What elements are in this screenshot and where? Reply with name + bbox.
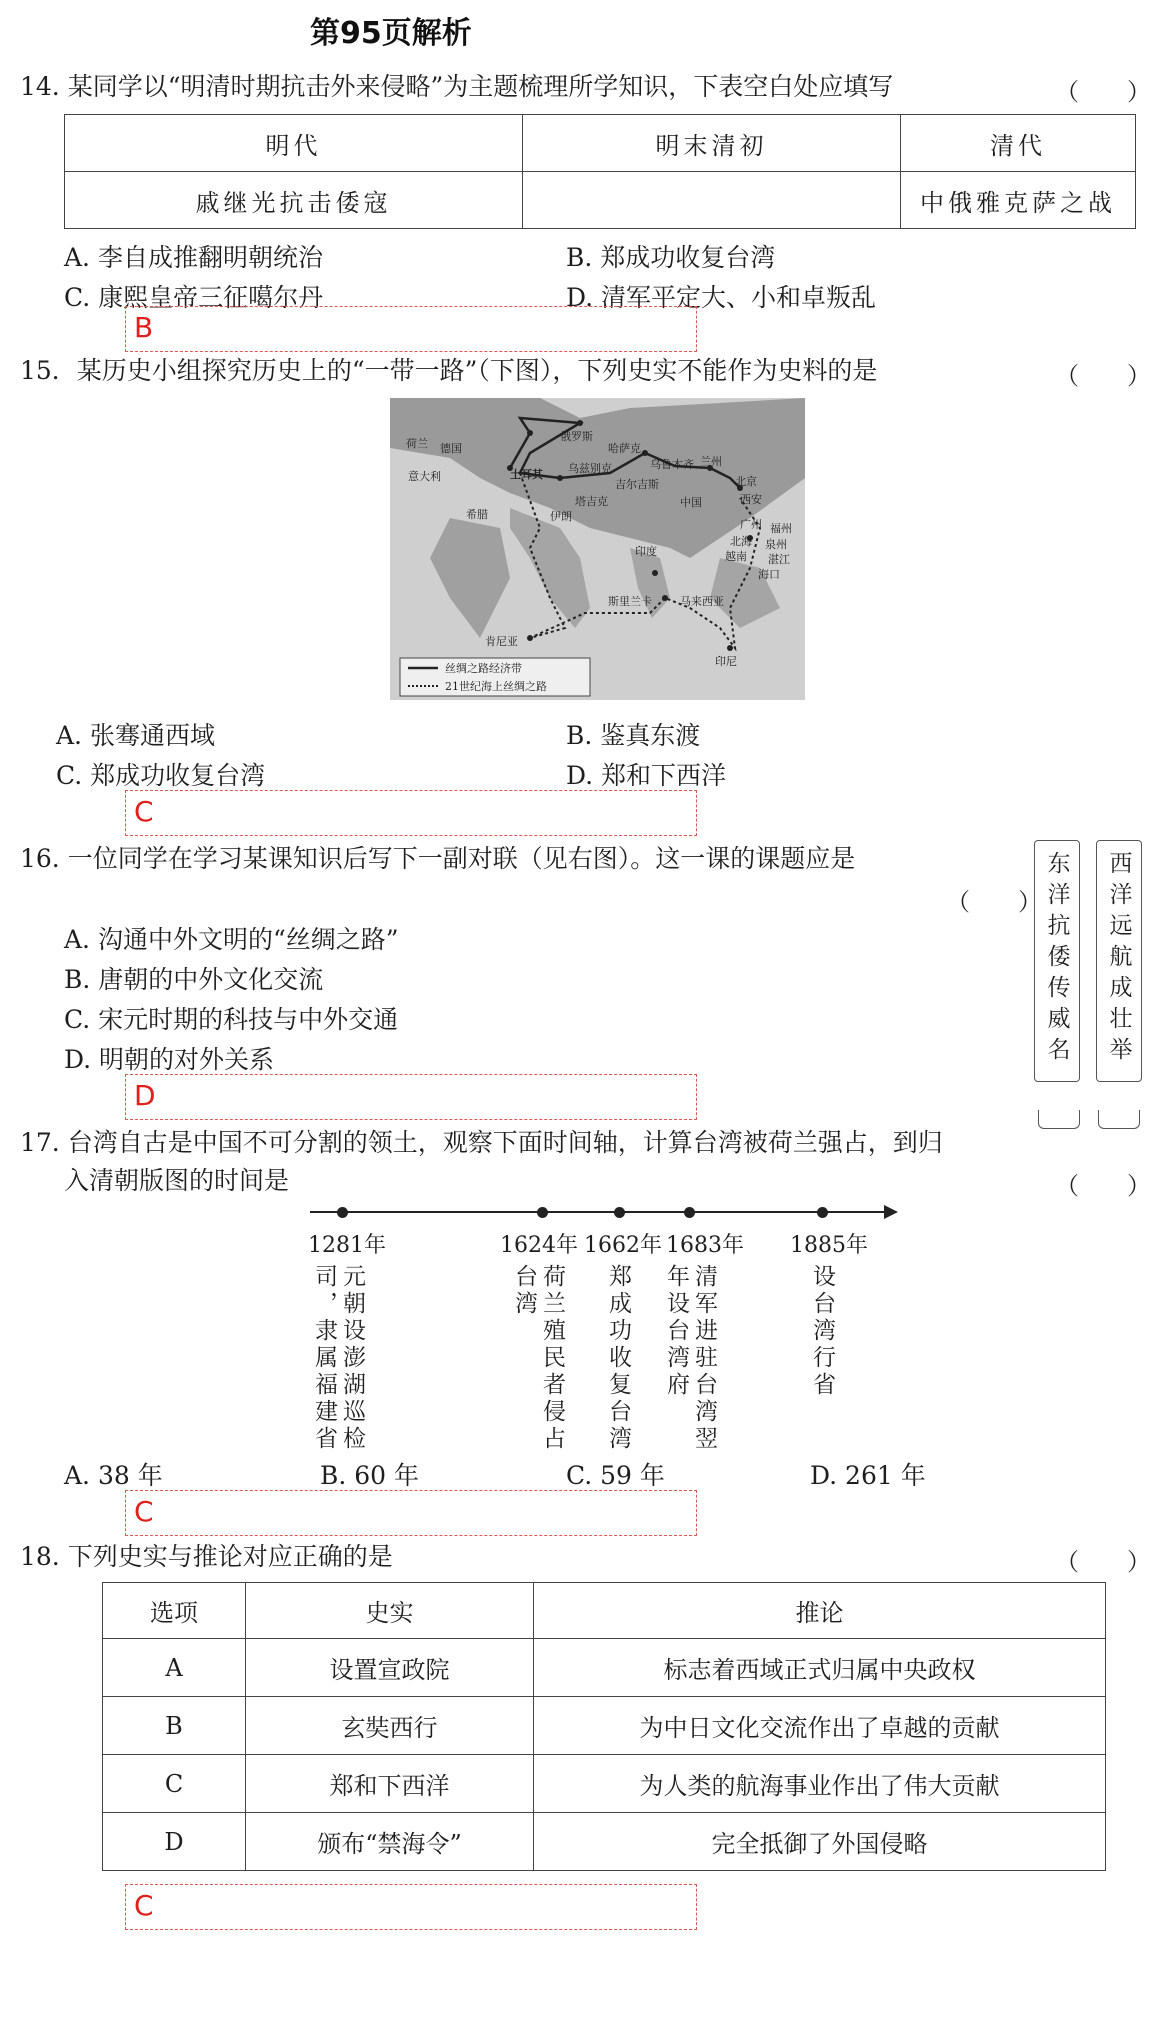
- q14-cell-3: 中俄雅克萨之战: [901, 172, 1136, 229]
- q17-option-d: D. 261 年: [810, 1461, 926, 1490]
- timeline-event-1683: [662, 1264, 718, 1454]
- timeline-dot: [817, 1207, 828, 1218]
- q16-answer-box: [125, 1074, 697, 1120]
- timeline-event-line: 清军进驻台湾: [691, 1264, 717, 1426]
- q18-cell: 为人类的航海事业作出了伟大贡献: [534, 1755, 1106, 1813]
- couplet-right-scroll: [1096, 840, 1142, 1082]
- q18-cell: 为中日文化交流作出了卓越的贡献: [534, 1697, 1106, 1755]
- map-label: 肯尼亚: [485, 635, 518, 648]
- timeline-axis: [310, 1211, 890, 1213]
- q18-cell: 郑和下西洋: [246, 1755, 534, 1813]
- timeline-year: 1281年: [308, 1233, 386, 1258]
- q17-option-c: C. 59 年: [566, 1461, 665, 1490]
- map-label: 福州: [770, 522, 792, 535]
- timeline-event-line: 郑成功收复台湾: [605, 1264, 631, 1453]
- couplet-left-scroll: [1034, 840, 1080, 1082]
- q14-option-b: B. 郑成功收复台湾: [566, 243, 776, 272]
- timeline-event-line: 荷兰殖民: [539, 1264, 565, 1372]
- timeline-year: 1683年: [666, 1233, 744, 1258]
- q15-stem: 15．某历史小组探究历史上的“一带一路”（下图），下列史实不能作为史料的是: [20, 356, 878, 385]
- q14-stem: 14. 某同学以“明清时期抗击外来侵略”为主题梳理所学知识，下表空白处应填写: [20, 72, 894, 101]
- map-label: 湛江: [768, 553, 790, 566]
- q14-header-2: 明末清初: [523, 115, 901, 172]
- q17-option-b: B. 60 年: [320, 1461, 420, 1490]
- couplet-right-text: 西洋远航成壮举: [1105, 851, 1132, 1068]
- q14-cell-1: 戚继光抗击倭寇: [65, 172, 523, 229]
- q14-option-a: A. 李自成推翻明朝统治: [64, 243, 323, 272]
- map-label: 西安: [740, 493, 762, 506]
- map-label: 泉州: [765, 538, 787, 551]
- map-label: 广州: [740, 518, 762, 531]
- timeline-event-line: 翌年设台湾府: [663, 1264, 717, 1453]
- timeline-dot: [684, 1207, 695, 1218]
- q16-option-b: B. 唐朝的中外文化交流: [64, 965, 324, 994]
- q16-option-d: D. 明朝的对外关系: [64, 1045, 275, 1074]
- timeline-event-line: 元朝设澎湖巡检: [339, 1264, 365, 1453]
- q18-cell: D: [103, 1813, 246, 1871]
- timeline-dot: [337, 1207, 348, 1218]
- table-row: [103, 1755, 1106, 1813]
- map-label: 越南: [725, 550, 747, 563]
- map-label: 乌鲁木齐: [650, 458, 694, 471]
- q15-option-a: A. 张骞通西域: [56, 721, 215, 750]
- timeline-event-1885: [808, 1264, 836, 1454]
- timeline-arrow-icon: [884, 1205, 898, 1219]
- couplet-left-text: 东洋抗倭传威名: [1043, 851, 1070, 1068]
- q18-table: [102, 1582, 1106, 1871]
- map-label: 北京: [735, 475, 757, 488]
- q18-cell: 颁布“禁海令”: [246, 1813, 534, 1871]
- q16-answer: D: [134, 1079, 156, 1112]
- q14-answer: B: [134, 311, 154, 344]
- map-label: 意大利: [408, 470, 441, 483]
- q17-stem-line2: 入清朝版图的时间是: [64, 1166, 290, 1195]
- q17-option-a: A. 38 年: [64, 1461, 163, 1490]
- q18-cell: 玄奘西行: [246, 1697, 534, 1755]
- table-row: [103, 1813, 1106, 1871]
- map-label: 德国: [440, 442, 462, 455]
- map-label: 土耳其: [510, 468, 543, 481]
- q17-answer-box: [125, 1490, 697, 1536]
- q18-cell: B: [103, 1697, 246, 1755]
- map-label: 马来西亚: [680, 595, 724, 608]
- q16-stem: 16. 一位同学在学习某课知识后写下一副对联（见右图）。这一课的课题应是: [20, 844, 856, 873]
- timeline-dot: [614, 1207, 625, 1218]
- map-label: 伊朗: [550, 510, 572, 523]
- q14-cell-2: [523, 172, 901, 229]
- timeline-dot: [537, 1207, 548, 1218]
- map-label: 斯里兰卡: [608, 595, 652, 608]
- q16-option-c: C. 宋元时期的科技与中外交通: [64, 1005, 399, 1034]
- couplet-right-foot: [1098, 1110, 1140, 1129]
- q18-header: 选项: [103, 1583, 246, 1639]
- belt-road-map: [390, 398, 805, 700]
- timeline-event-line: 设台湾行省: [809, 1264, 835, 1399]
- map-legend-land: 丝绸之路经济带: [445, 662, 522, 675]
- map-legend-sea: 21世纪海上丝绸之路: [445, 680, 547, 693]
- q18-header: 史实: [246, 1583, 534, 1639]
- q15-paren: （ ）: [1055, 362, 1151, 390]
- q15-option-c: C. 郑成功收复台湾: [56, 761, 266, 790]
- map-label: 塔吉克: [575, 495, 608, 508]
- timeline-year: 1624年: [500, 1233, 578, 1258]
- q14-option-c: C. 康熙皇帝三征噶尔丹: [64, 283, 324, 312]
- map-label: 希腊: [466, 508, 488, 521]
- map-label: 印尼: [715, 655, 737, 668]
- timeline-event-line: 司，隶属福建省: [311, 1264, 337, 1453]
- couplet-left-foot: [1038, 1110, 1080, 1129]
- q18-cell: 完全抵御了外国侵略: [534, 1813, 1106, 1871]
- q18-cell: C: [103, 1755, 246, 1813]
- q16-option-a: A. 沟通中外文明的“丝绸之路”: [64, 925, 399, 954]
- table-row: [103, 1639, 1106, 1697]
- map-label: 哈萨克: [608, 442, 641, 455]
- q15-answer: C: [134, 795, 154, 828]
- map-label: 中国: [680, 496, 702, 509]
- q15-answer-box: [125, 790, 697, 836]
- table-row: [103, 1697, 1106, 1755]
- timeline-event-1624: [510, 1264, 566, 1454]
- q14-header-1: 明代: [65, 115, 523, 172]
- q14-header-3: 清代: [901, 115, 1136, 172]
- timeline-event-line: 者侵占台湾: [511, 1264, 565, 1453]
- map-label: 印度: [635, 545, 657, 558]
- q18-paren: （ ）: [1055, 1548, 1151, 1576]
- timeline-event-1281: [310, 1264, 366, 1464]
- map-label: 荷兰: [406, 437, 428, 450]
- q15-option-b: B. 鉴真东渡: [566, 721, 701, 750]
- q18-header: 推论: [534, 1583, 1106, 1639]
- timeline-year: 1885年: [790, 1233, 868, 1258]
- timeline-event-1662: [604, 1264, 632, 1454]
- q17-stem-line1: 17. 台湾自古是中国不可分割的领土，观察下面时间轴，计算台湾被荷兰强占，到归: [20, 1128, 943, 1157]
- q18-answer: C: [134, 1889, 154, 1922]
- q14-paren: （ ）: [1055, 78, 1151, 106]
- q18-answer-box: [125, 1884, 697, 1930]
- q18-stem: 18. 下列史实与推论对应正确的是: [20, 1542, 393, 1571]
- q18-cell: A: [103, 1639, 246, 1697]
- q14-answer-box: [125, 306, 697, 352]
- map-label: 北海: [730, 535, 752, 548]
- map-label: 兰州: [700, 455, 722, 468]
- timeline-year: 1662年: [584, 1233, 662, 1258]
- q18-cell: 设置宣政院: [246, 1639, 534, 1697]
- map-label: 乌兹别克: [568, 462, 612, 475]
- q18-cell: 标志着西域正式归属中央政权: [534, 1639, 1106, 1697]
- q17-paren: （ ）: [1055, 1172, 1151, 1200]
- map-label: 吉尔吉斯: [615, 478, 659, 491]
- map-label: 俄罗斯: [560, 430, 593, 443]
- q17-answer: C: [134, 1495, 154, 1528]
- q15-option-d: D. 郑和下西洋: [566, 761, 727, 790]
- q14-option-d: D. 清军平定大、小和卓叛乱: [566, 283, 877, 312]
- q16-paren: （ ）: [946, 888, 1042, 916]
- map-label: 海口: [758, 568, 780, 581]
- q14-table: [64, 114, 1136, 229]
- page-title: 第95页解析: [310, 16, 472, 51]
